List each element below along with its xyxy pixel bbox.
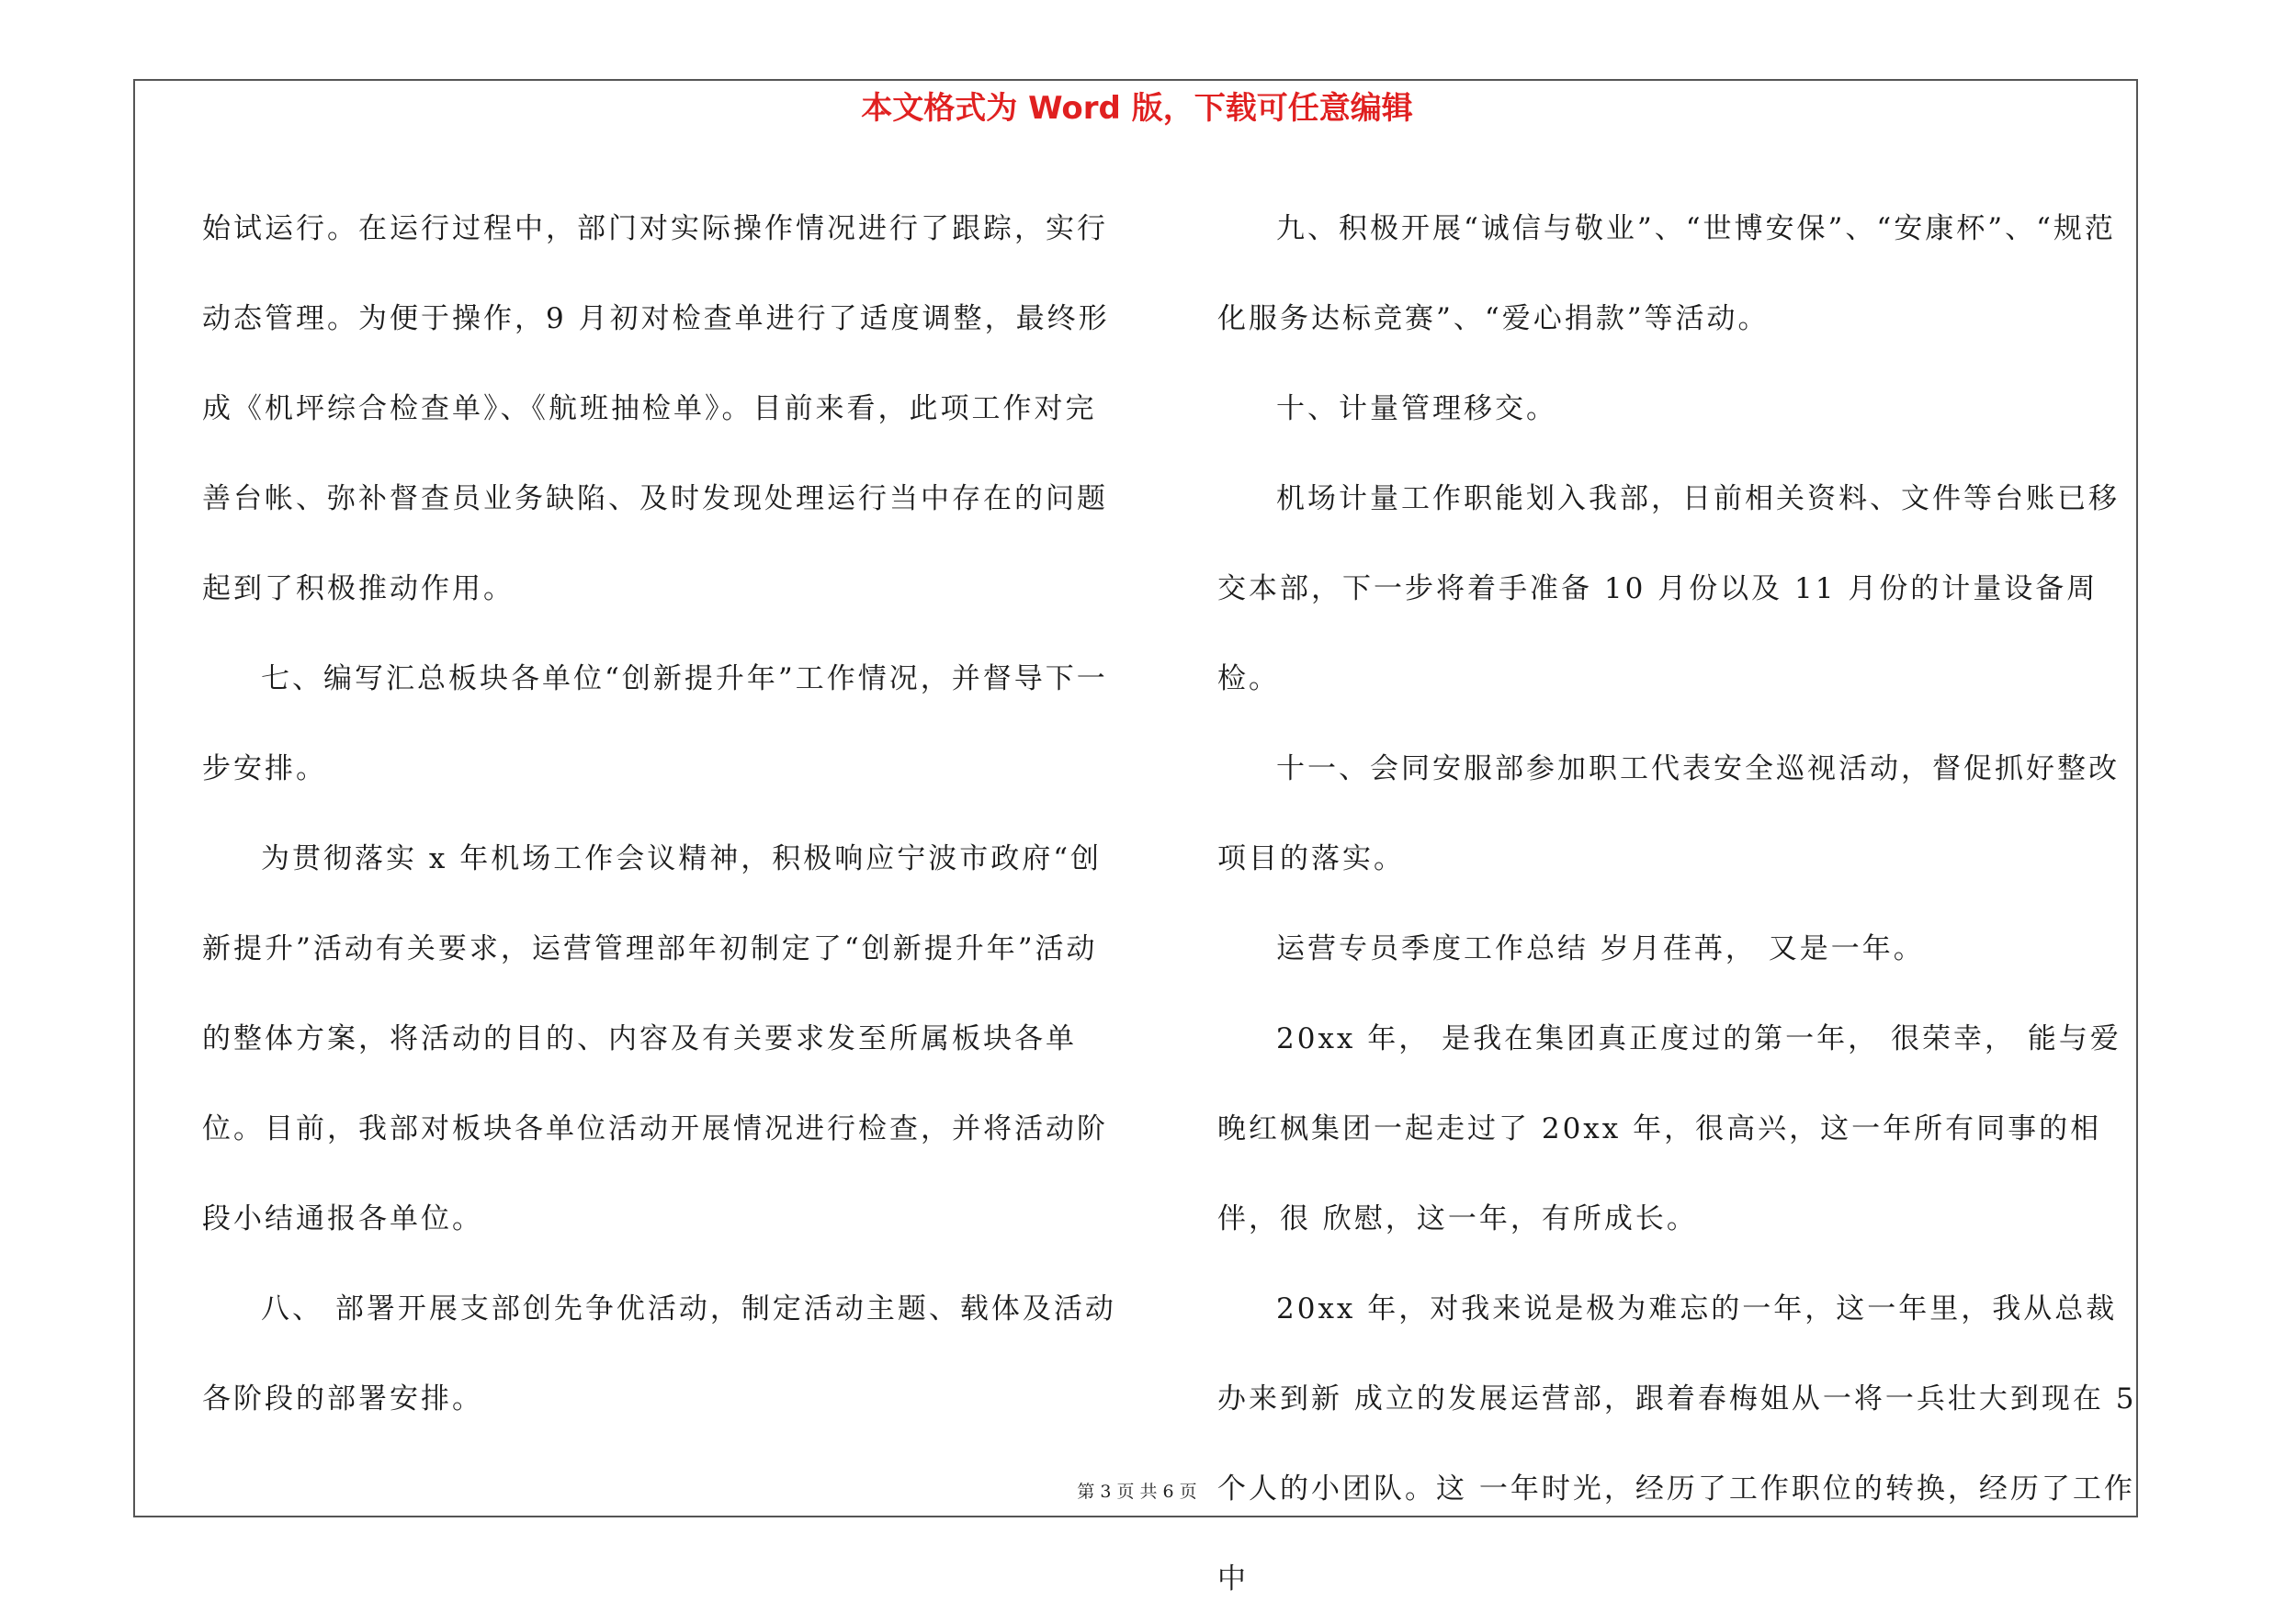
page-number: 第 3 页 共 6 页 xyxy=(1077,1482,1197,1502)
paragraph: 八、 部署开展支部创先争优活动，制定活动主题、载体及活动各阶段的部署安排。 xyxy=(202,1292,1116,1415)
paragraph: 九、积极开展“诚信与敬业”、“世博安保”、“安康杯”、“规范化服务达标竞赛”、“爱心捐款”等活动。 xyxy=(1217,212,2116,335)
paragraph: 七、编写汇总板块各单位“创新提升年”工作情况，并督导下一步安排。 xyxy=(202,662,1108,785)
paragraph: 十、计量管理移交。 xyxy=(1276,392,1557,425)
paragraph: 十一、会同安服部参加职工代表安全巡视活动，督促抓好整改项目的落实。 xyxy=(1217,752,2120,875)
paragraph: 始试运行。在运行过程中，部门对实际操作情况进行了跟踪，实行动态管理。为便于操作，9 月初对检查单进行了适度调整，最终形成《机坪综合检查单》、《航班抽检单》。目前来看，此项工作对完善台帐、弥补督查员业务缺陷、及时发现处理运行当中存在的问题起到了积极推动作用。 xyxy=(202,212,1110,605)
right-column xyxy=(1217,184,2141,1624)
paragraph: 运营专员季度工作总结 岁月荏苒， 又是一年。 xyxy=(1276,932,1925,965)
format-banner: 本文格式为 Word 版，下载可任意编辑 xyxy=(861,90,1413,127)
paragraph: 机场计量工作职能划入我部，日前相关资料、文件等台账已移交本部，下一步将着手准备 10 月份以及 11 月份的计量设备周检。 xyxy=(1217,482,2120,695)
paragraph: 20xx 年，对我来说是极为难忘的一年，这一年里，我从总裁办来到新 成立的发展运营部，跟着春梅姐从一将一兵壮大到现在 5 个人的小团队。这 一年时光，经历了工作职位的转换，经历了工作中 xyxy=(1217,1292,2137,1596)
paragraph: 为贯彻落实 x 年机场工作会议精神，积极响应宁波市政府“创新提升”活动有关要求，运营管理部年初制定了“创新提升年”活动的整体方案，将活动的目的、内容及有关要求发至所属板块各单位。目前，我部对板块各单位活动开展情况进行检查，并将活动阶段小结通报各单位。 xyxy=(202,842,1108,1235)
left-column xyxy=(202,184,1116,1444)
paragraph: 20xx 年， 是我在集团真正度过的第一年， 很荣幸， 能与爱晚红枫集团一起走过了 20xx 年，很高兴，这一年所有同事的相伴，很 欣慰，这一年，有所成长。 xyxy=(1217,1022,2121,1235)
